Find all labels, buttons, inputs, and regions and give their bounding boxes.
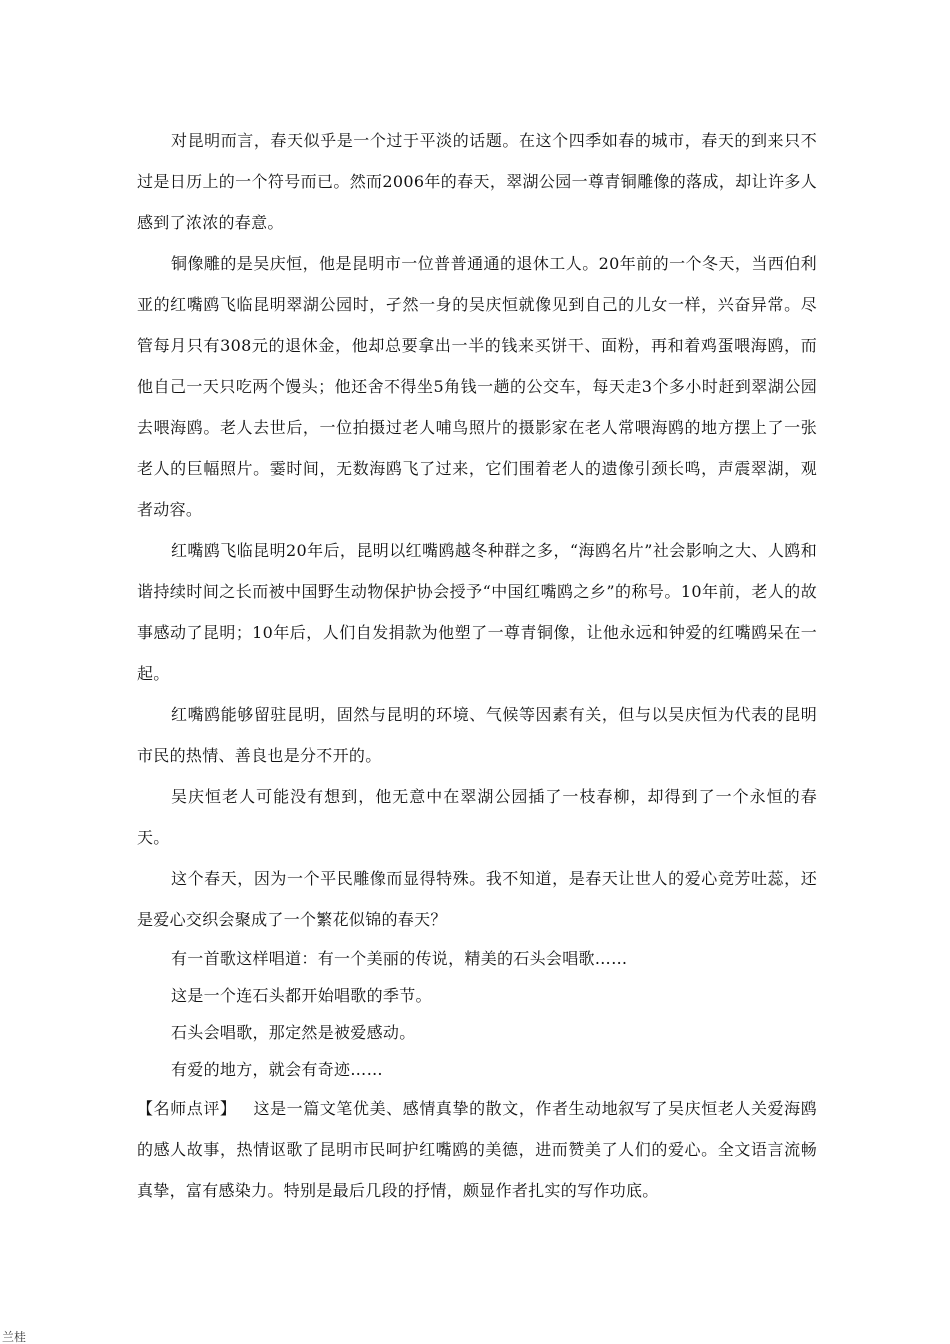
teacher-review — [137, 1088, 817, 1211]
article-body — [137, 120, 817, 1211]
paragraph-5: 吴庆恒老人可能没有想到，他无意中在翠湖公园插了一枝春柳，却得到了一个永恒的春天。 — [137, 787, 817, 847]
short-line-1: 有一首歌这样唱道：有一个美丽的传说，精美的石头会唱歌…… — [171, 949, 628, 968]
paragraph-4: 红嘴鸥能够留驻昆明，固然与昆明的环境、气候等因素有关，但与以吴庆恒为代表的昆明市民的热情、善良也是分不开的。 — [137, 705, 817, 765]
short-line-4: 有爱的地方，就会有奇迹…… — [171, 1060, 383, 1079]
paragraph-1: 对昆明而言，春天似乎是一个过于平淡的话题。在这个四季如春的城市，春天的到来只不过是日历上的一个符号而已。然而2006年的春天，翠湖公园一尊青铜雕像的落成，却让许多人感到了浓浓的春意。 — [137, 131, 817, 232]
short-line-3: 石头会唱歌，那定然是被爱感动。 — [171, 1023, 416, 1042]
review-tag: 【名师点评】 — [137, 1099, 237, 1118]
paragraph-2: 铜像雕的是吴庆恒，他是昆明市一位普普通通的退休工人。20年前的一个冬天，当西伯利亚的红嘴鸥飞临昆明翠湖公园时，孑然一身的吴庆恒就像见到自己的儿女一样，兴奋异常。尽管每月只有308元的退休金，他却总要拿出一半的钱来买饼干、面粉，再和着鸡蛋喂海鸥，而他自己一天只吃两个馒头；他还舍不得坐5角钱一趟的公交车，每天走3个多小时赶到翠湖公园去喂海鸥。老人去世后，一位拍摄过老人哺鸟照片的摄影家在老人常喂海鸥的地方摆上了一张老人的巨幅照片。霎时间，无数海鸥飞了过来，它们围着老人的遗像引颈长鸣，声震翠湖，观者动容。 — [137, 254, 817, 519]
paragraph-6: 这个春天，因为一个平民雕像而显得特殊。我不知道，是春天让世人的爱心竞芳吐蕊，还是爱心交织会聚成了一个繁花似锦的春天？ — [137, 869, 817, 929]
paragraph-3: 红嘴鸥飞临昆明20年后，昆明以红嘴鸥越冬种群之多，“海鸥名片”社会影响之大、人鸥和谐持续时间之长而被中国野生动物保护协会授予“中国红嘴鸥之乡”的称号。10年前，老人的故事感动了昆明；10年后，人们自发捐款为他塑了一尊青铜像，让他永远和钟爱的红嘴鸥呆在一起。 — [137, 541, 817, 683]
review-text: 这是一篇文笔优美、感情真挚的散文，作者生动地叙写了吴庆恒老人关爱海鸥的感人故事，热情讴歌了昆明市民呵护红嘴鸥的美德，进而赞美了人们的爱心。全文语言流畅真挚，富有感染力。特别是最后几段的抒情，颇显作者扎实的写作功底。 — [137, 1099, 817, 1200]
footer-fragment: 兰桂 — [2, 1330, 27, 1344]
short-line-2: 这是一个连石头都开始唱歌的季节。 — [171, 986, 432, 1005]
